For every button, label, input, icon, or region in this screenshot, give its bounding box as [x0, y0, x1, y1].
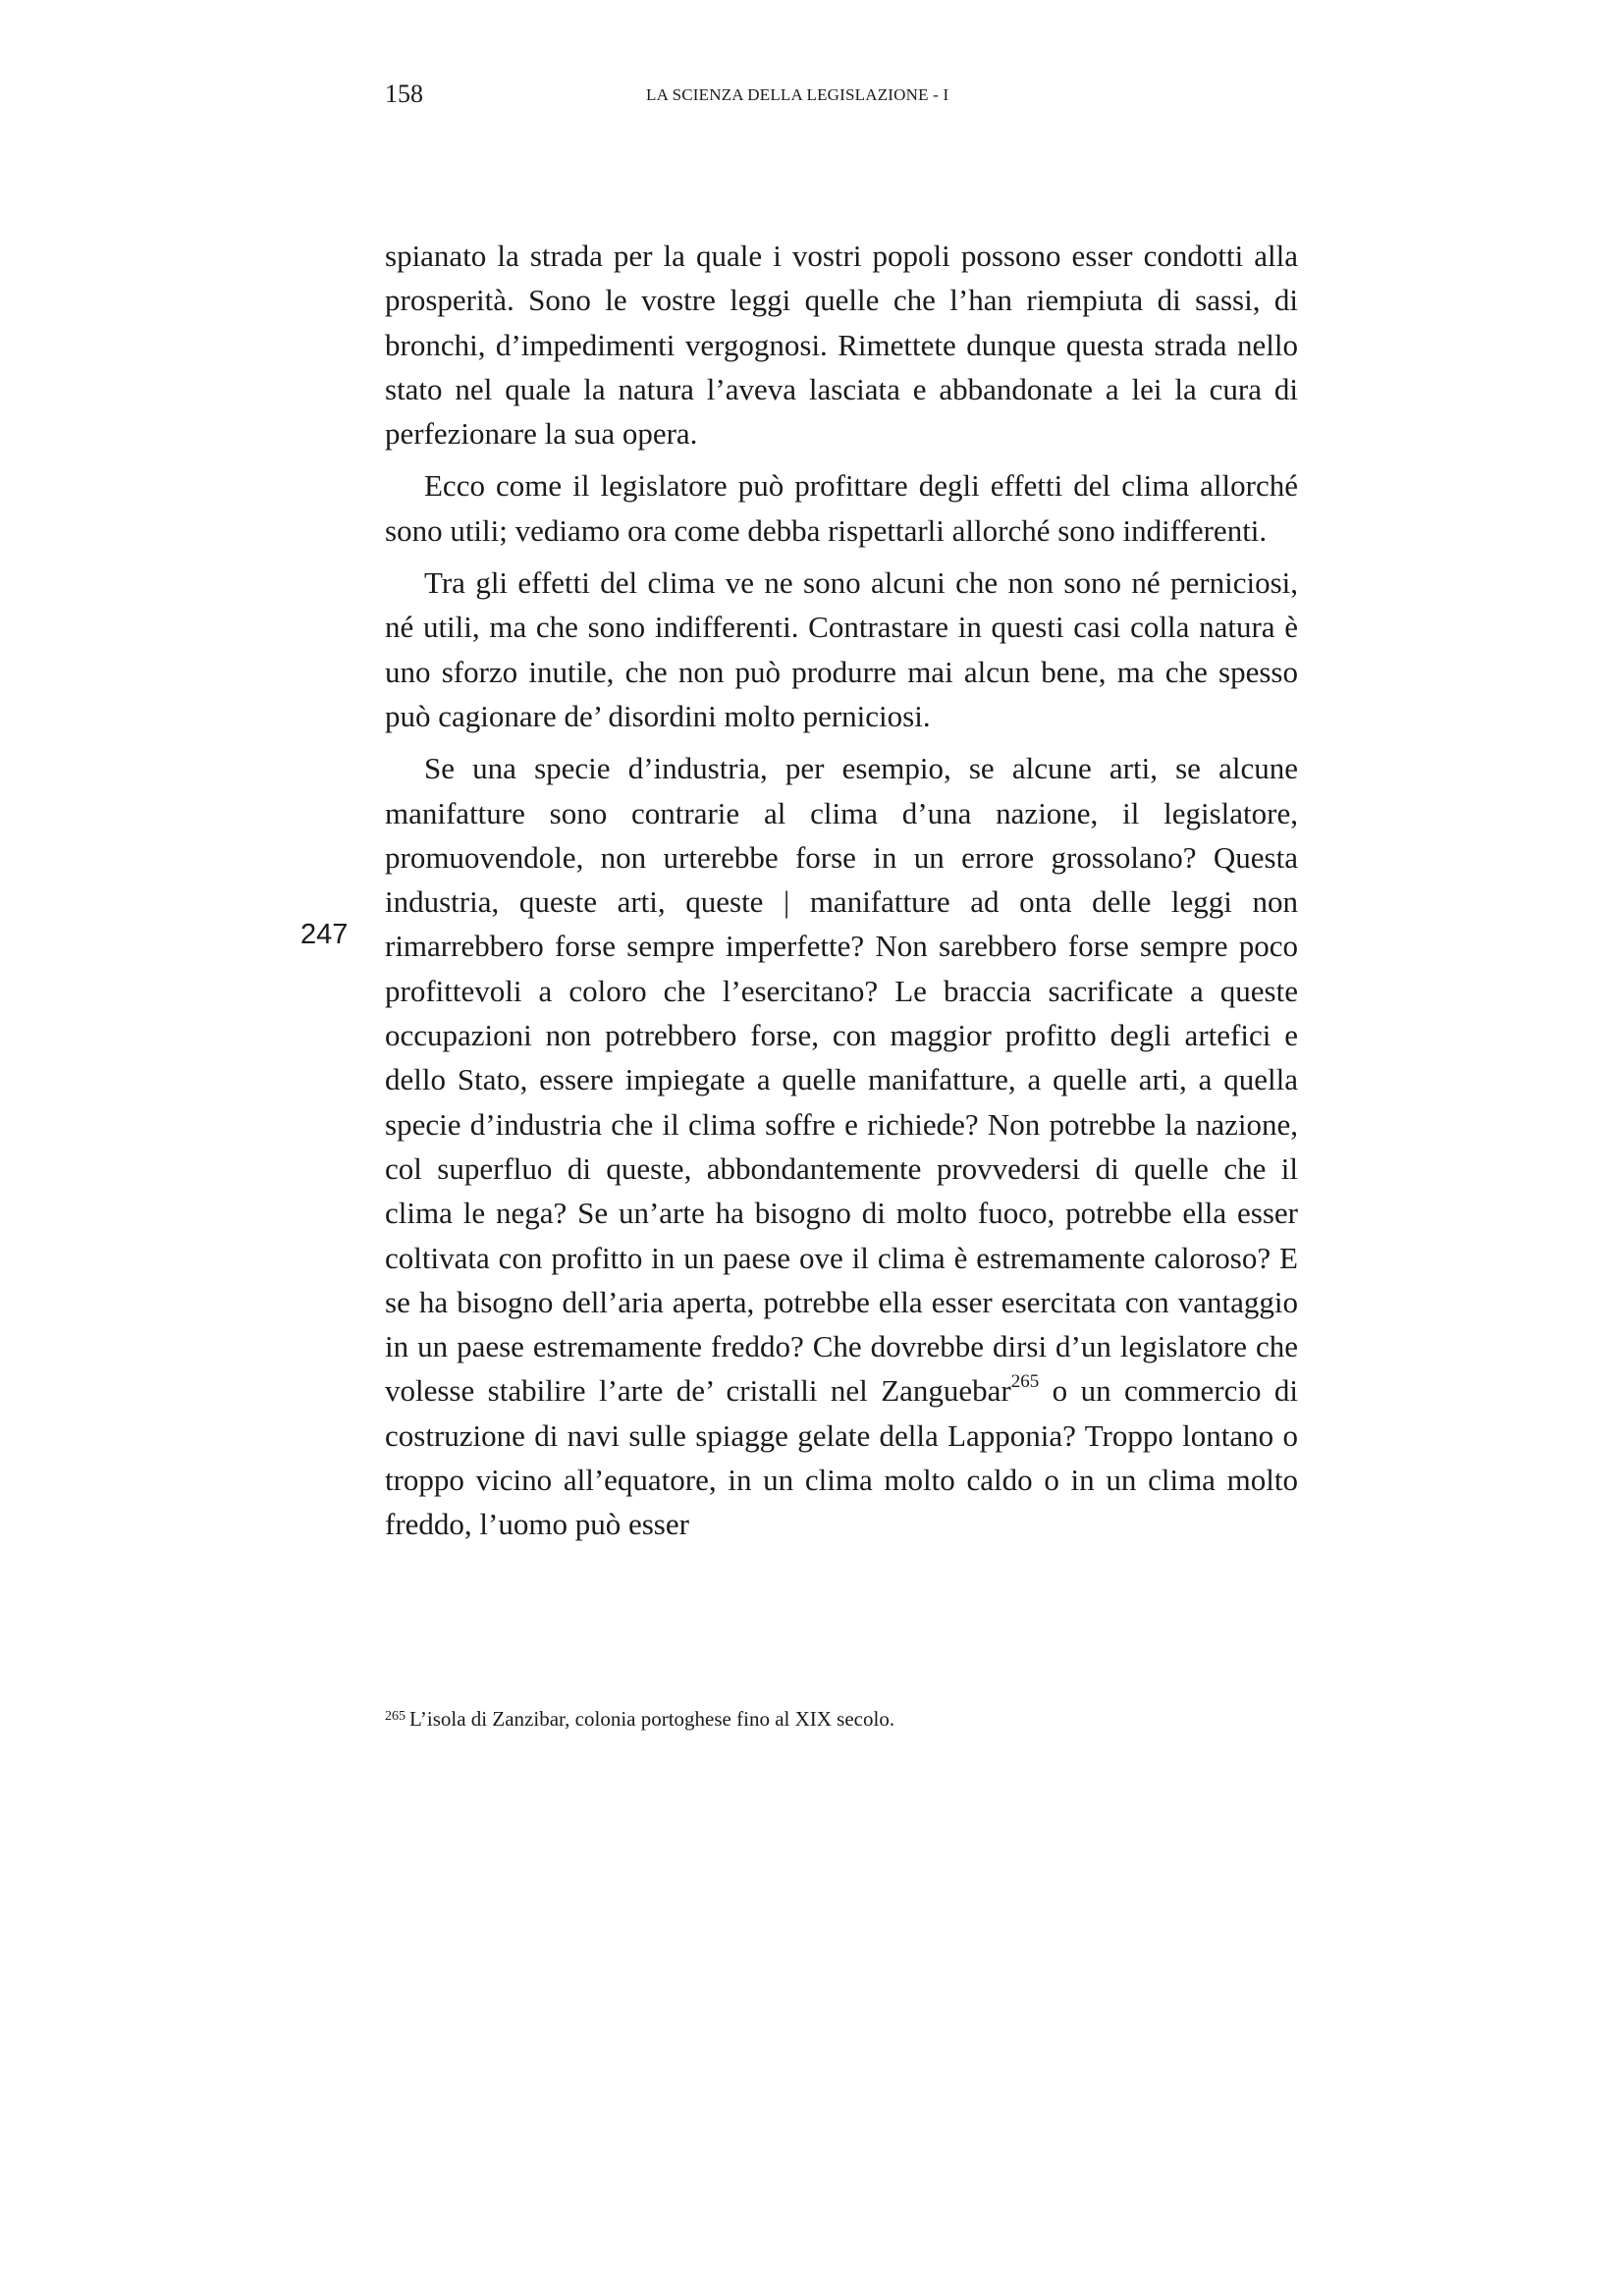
running-header — [385, 77, 1298, 112]
paragraph-text: o un commercio di costruzione di navi sulle spiagge gelate della Lapponia? Troppo lontano o troppo vicino all’equatore, in un clima molto caldo o in un clima molto freddo, l’uomo può esser — [385, 1373, 1298, 1542]
running-title: LA SCIENZA DELLA LEGISLAZIONE - I — [646, 85, 949, 104]
page-number: 158 — [385, 80, 423, 108]
footnote — [385, 1703, 1298, 1735]
paragraph: Ecco come il legislatore può profittare degli effetti del clima allorché sono utili; vediamo ora come debba rispettarli allorché sono indifferenti. — [385, 468, 1298, 548]
footnote-number: 265 — [385, 1709, 406, 1724]
paragraph: Tra gli effetti del clima ve ne sono alcuni che non sono né perniciosi, né utili, ma che sono indifferenti. Contrastare in questi casi colla natura è uno sforzo inutile, che non può produrre mai alcun bene, ma che spesso può cagionare de’ disordini molto perniciosi. — [385, 565, 1298, 733]
paragraph-text: Se una specie d’industria, per esempio, se alcune arti, se alcune manifatture sono contrarie al clima d’una nazione, il legislatore, promuovendole, non urterebbe forse in un errore grossolano? Questa industria, queste arti, queste | manifatture ad onta delle leggi non rimarrebbero forse sempre imperfette? Non sarebbero forse sempre poco profittevoli a coloro che l’esercitano? Le braccia sacrificate a queste occupazioni non potrebbero forse, con maggior profitto degli artefici e dello Stato, essere impiegate a quelle manifatture, a quelle arti, a quella specie d’industria che il clima soffre e richiede? Non potrebbe la nazione, col superfluo di queste, abbondantemente provvedersi di quelle che il clima le nega? Se un’arte ha bisogno di molto fuoco, potrebbe ella esser coltivata con profitto in un paese ove il clima è estremamente caloroso? E se ha bisogno dell’aria aperta, potrebbe ella esser esercitata con vantaggio in un paese estremamente freddo? Che dovrebbe dirsi d’un legislatore che volesse stabilire l’arte de’ cristalli nel Zanguebar — [385, 751, 1298, 1409]
margin-page-reference: 247 — [300, 919, 349, 950]
footnote-text: L’isola di Zanzibar, colonia portoghese fino al XIX secolo. — [409, 1707, 895, 1731]
footnote-reference[interactable]: 265 — [1010, 1371, 1040, 1393]
main-text — [385, 234, 1298, 1555]
paragraph — [385, 746, 1298, 1546]
paragraph: spianato la strada per la quale i vostri popoli possono esser condotti alla prosperità. Sono le vostre leggi quelle che l’han riempiuta di sassi, di bronchi, d’impedimenti vergognosi. Rimettete dunque questa strada nello stato nel quale la natura l’aveva lasciata e abbandonate a lei la cura di perfezionare la sua opera. — [385, 239, 1298, 452]
